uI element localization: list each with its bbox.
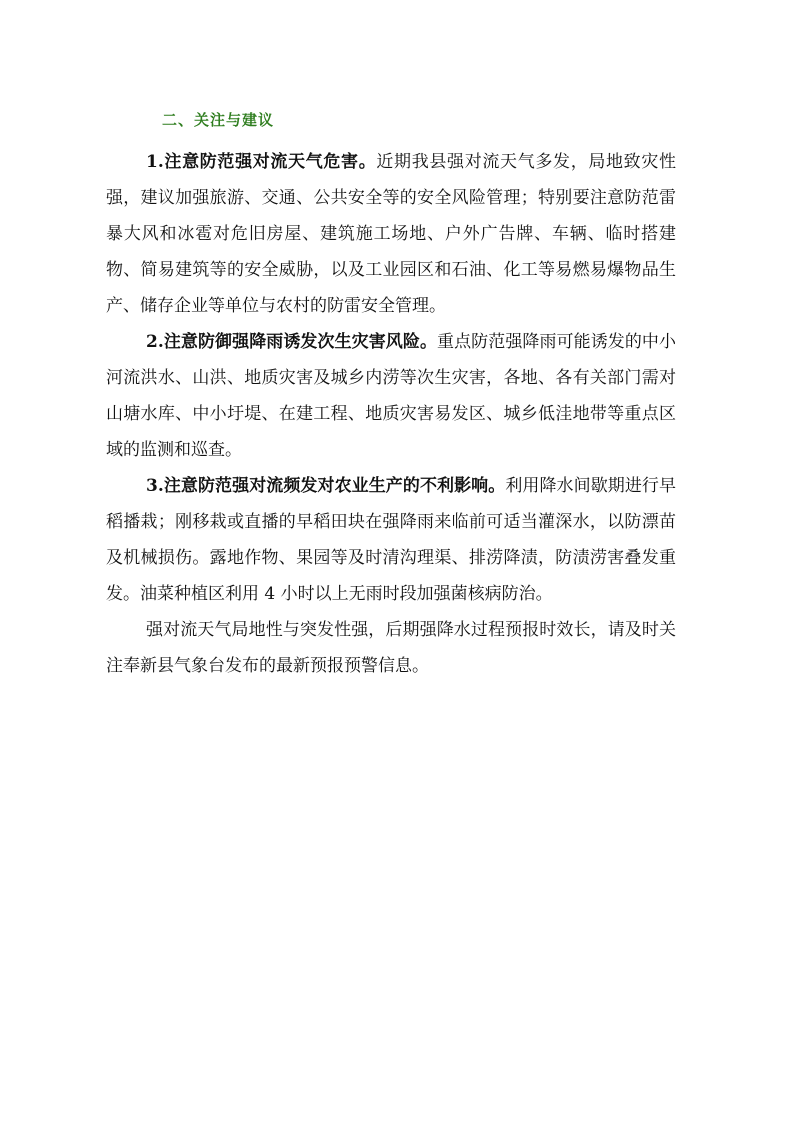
advice-item-1-body: 近期我县强对流天气多发，局地致灾性强，建议加强旅游、交通、公共安全等的安全风险管理；特别要注意防范雷暴大风和冰雹对危旧房屋、建筑施工场地、户外广告牌、车辆、临时搭建物、简易建筑等的安全威胁，以及工业园区和石油、化工等易燃易爆物品生产、储存企业等单位与农村的防雷安全管理。 bbox=[106, 152, 677, 316]
document-content bbox=[106, 108, 676, 684]
advice-item-1-lead: 1.注意防范强对流天气危害。 bbox=[146, 152, 377, 172]
advice-item-2-lead: 2.注意防御强降雨诱发次生灾害风险。 bbox=[146, 332, 438, 352]
advice-item-3-body: 利用降水间歇期进行早稻播栽；刚移栽或直播的早稻田块在强降雨来临前可适当灌深水，以防漂苗及机械损伤。露地作物、果园等及时清沟理渠、排涝降渍，防渍涝害叠发重发。油菜种植区利用 4 小时以上无雨时段加强菌核病防治。 bbox=[106, 476, 677, 604]
advice-item-2-body: 重点防范强降雨可能诱发的中小河流洪水、山洪、地质灾害及城乡内涝等次生灾害，各地、各有关部门需对山塘水库、中小圩堤、在建工程、地质灾害易发区、城乡低洼地带等重点区域的监测和巡查。 bbox=[106, 332, 677, 460]
advice-item-2 bbox=[106, 324, 676, 468]
section-heading: 二、关注与建议 bbox=[162, 111, 275, 129]
closing-paragraph: 强对流天气局地性与突发性强，后期强降水过程预报时效长，请及时关注奉新县气象台发布的最新预报预警信息。 bbox=[106, 620, 676, 676]
advice-item-3-lead: 3.注意防范强对流频发对农业生产的不利影响。 bbox=[146, 476, 506, 496]
advice-item-3 bbox=[106, 468, 676, 612]
advice-item-1 bbox=[106, 144, 676, 324]
